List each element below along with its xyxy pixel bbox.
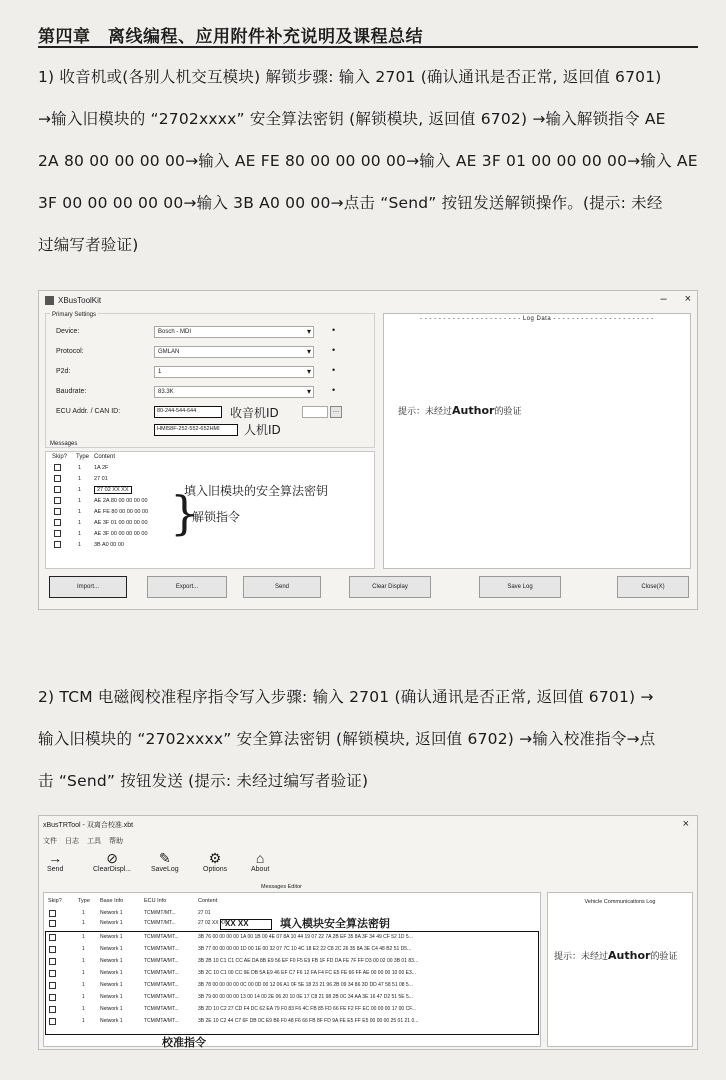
export-button[interactable]: Export... [147,576,227,598]
messages-label: Messages [50,441,78,447]
chapter-header [38,22,698,48]
table-row[interactable]: 1 Network 1 TCM/MTA/MT... 3B 2E 10 C2 44 C7 6F DB 0C E9 B6 F0 48 F6 66 FB 8F FD 9A FE E5 FF E5 00 00 00 25 01 21 0... [44,1017,540,1027]
key-highlight-box: XX XX [220,919,272,930]
field-label: Device: [56,328,80,335]
paragraph-line: 输入旧模块的 “2702xxxx” 安全算法密钥 (解锁模块, 返回值 6702) →输入校准指令→点 [38,730,656,748]
send-button[interactable]: Send [243,576,321,598]
ecu-addr-label: ECU Addr. / CAN ID: [56,408,121,415]
message-row[interactable]: 1 AE 3F 01 00 00 00 00 [54,519,61,526]
col-header: ECU Info [144,898,167,904]
annotation-calibration: 校准指令 [162,1036,206,1049]
paragraph-line: 1) 收音机或(各别人机交互模块) 解锁步骤: 输入 2701 (确认通讯是否正常, 返回值 6701) [38,68,662,86]
can-id-input[interactable] [302,406,328,418]
table-row[interactable]: 1 Network 1 TCM/MTA/MT... 3B 2C 10 C1 00 CC 9E DB 5A E9 46 EF C7 F6 12 FA F4 FC E5 FE 66 FF AE 00 00 00 10 00 E3... [44,969,540,979]
app-icon [45,296,54,305]
browse-button[interactable]: … [330,406,342,418]
required-dot: • [332,345,336,355]
about-tool-button[interactable]: ⌂ About [251,850,270,873]
vehicle-comm-log-panel [547,892,693,1047]
group-label: Primary Settings [52,312,97,318]
annotation-unlock: 解锁指令 [192,510,241,524]
close-icon[interactable]: × [684,293,691,305]
field-label: Baudrate: [56,388,87,395]
annotation-module-key: 填入模块安全算法密钥 [280,917,390,930]
comm-log-header: Vehicle Communications Log [584,899,656,905]
required-dot: • [332,385,336,395]
skip-checkbox[interactable] [49,982,56,989]
table-row[interactable]: 1 Network 1 TCM/MTA/MT... 3B 2D 10 C2 27 CD F4 DC 62 EA 79 F0 83 F6 4C FB 85 FD 66 FE F2 FF EC 00 00 00 17 00 CF... [44,1005,540,1015]
log-header: - - - - - - - - - - - - - - - - - - - - - - Log Data - - - - - - - - - - - - - - - - - - - - - - [420,316,654,322]
ecu-addr-input[interactable]: 80-244-544-644 [154,406,222,418]
p2d-select[interactable]: 1 ▾ [154,366,314,378]
options-tool-button[interactable]: ⚙ Options [203,850,228,873]
col-header: Base Info [100,898,124,904]
window-title: XBusToolKit [58,295,102,305]
clear-display-tool-button[interactable]: ⊘ ClearDispl... [93,850,132,873]
paragraph-line: →输入旧模块的 “2702xxxx” 安全算法密钥 (解锁模块, 返回值 6702) →输入解锁指令 AE [38,110,666,128]
window-title: xBusTRTool - 双离合校准.xbt [43,822,134,829]
xbus-trtool-screenshot [38,815,698,1050]
send-tool-button[interactable]: → Send [47,850,64,873]
messages-table [43,892,541,1047]
home-icon: ⌂ [255,850,265,866]
device-select[interactable]: Bosch - MDI ▾ [154,326,314,338]
table-row[interactable]: 1 Network 1 TCM/MTA/MT... 3B 78 00 00 00 00 0C 00 0D 00 12 06 A1 0F 5E 18 23 21 96 2B 09 34 86 3D DD 47 58 51 08 5... [44,981,540,991]
message-row[interactable]: 1 AE 2A 80 00 00 00 00 [54,497,61,504]
skip-checkbox[interactable] [49,934,56,941]
hmi-id-input[interactable]: HMI58F-252-552-652HMI [154,424,238,436]
message-row[interactable]: 1 27 01 [54,475,61,482]
table-row[interactable]: 1 Network 1 TCM/MTA/MT... 3B 77 00 00 00 00 1D 00 1E 00 32 07 7C 10 4C 18 E2 22 C8 2C 26 35 8A 3E C4 48 B2 51 D5... [44,945,540,955]
message-row[interactable]: 1 1A 2F [54,464,61,471]
gear-icon: ⚙ [208,850,222,866]
import-button[interactable]: Import... [49,576,127,598]
messages-editor-label: Messages Editor [261,884,302,890]
author-tip: 提示：未经过Author的验证 [554,949,678,962]
skip-checkbox[interactable] [54,530,61,537]
menu-file[interactable]: 文件 [43,838,57,845]
menu-tools[interactable]: 工具 [87,838,101,845]
menu-bar [43,836,123,846]
skip-checkbox[interactable] [49,958,56,965]
save-log-tool-button[interactable]: ✎ SaveLog [151,850,179,873]
paragraph-line: 击 “Send” 按钮发送 (提示: 未经过编写者验证) [38,772,369,790]
col-header: Content [198,898,218,904]
message-row[interactable]: 1 AE 3F 00 00 00 00 00 [54,530,61,537]
required-dot: • [332,325,336,335]
skip-checkbox[interactable] [49,946,56,953]
col-header: Skip? [52,454,68,460]
window-titlebar [39,291,697,309]
clear-icon: ⊘ [106,850,118,866]
clear-display-button[interactable]: Clear Display [349,576,431,598]
save-log-button[interactable]: Save Log [479,576,561,598]
paragraph-line: 2) TCM 电磁阀校准程序指令写入步骤: 输入 2701 (确认通讯是否正常, 返回值 6701) → [38,688,654,706]
primary-settings-group [45,313,375,448]
log-data-panel [383,313,691,569]
paragraph-line: 2A 80 00 00 00 00→输入 AE FE 80 00 00 00 00→输入 AE 3F 01 00 00 00 00→输入 AE [38,152,698,170]
chapter-title: 第四章 离线编程、应用附件补充说明及课程总结 [38,27,423,47]
skip-checkbox[interactable] [54,508,61,515]
skip-checkbox[interactable] [54,475,61,482]
send-arrow-icon: → [48,850,63,866]
skip-checkbox[interactable] [54,541,61,548]
protocol-select[interactable]: GMLAN ▾ [154,346,314,358]
skip-checkbox[interactable] [49,994,56,1001]
brace-icon: } [170,486,200,540]
table-row[interactable]: 1 Network 1 TCM/MTA/MT... 3B 76 00 00 00 00 1A 00 1B 00 4E 07 8A 10 44 19 07 22 7A 2B EF 35 8A 3F 34 49 CF 52 1D 5... [44,933,540,943]
baudrate-select[interactable]: 83.3K ▾ [154,386,314,398]
required-dot: • [332,365,336,375]
skip-checkbox[interactable] [54,464,61,471]
annotation-hmi-id: 人机ID [244,423,281,437]
close-icon[interactable]: × [682,818,689,830]
message-row[interactable]: 1 AE FE 80 00 00 00 00 [54,508,61,515]
message-row[interactable]: 1 3B A0 00 00 [54,541,61,548]
skip-checkbox[interactable] [49,1006,56,1013]
menu-log[interactable]: 日志 [65,838,79,845]
annotation-radio-id: 收音机ID [230,406,279,420]
author-tip: 提示：未经过Author的验证 [398,404,522,417]
paragraph-tcm-calibration [38,676,698,802]
skip-checkbox[interactable] [49,1018,56,1025]
table-row[interactable]: 1 Network 1 TCM/MT/MT... 27 01 [44,909,540,919]
paragraph-line: 过编写者验证) [38,236,139,254]
skip-checkbox[interactable] [49,910,56,917]
paragraph-radio-unlock [38,56,698,266]
skip-checkbox[interactable] [49,920,56,927]
skip-checkbox[interactable] [54,497,61,504]
col-header: Type [76,454,90,460]
minimize-icon[interactable]: – [660,293,667,305]
col-header: Type [78,898,90,904]
col-header: Skip? [48,898,62,904]
paragraph-line: 3F 00 00 00 00 00→输入 3B A0 00 00→点击 “Send” 按钮发送解锁操作。(提示: 未经 [38,194,663,212]
skip-checkbox[interactable] [54,519,61,526]
table-row[interactable]: 1 Network 1 TCM/MTA/MT... 3B 2B 10 C1 C1 CC AE DA 8B E9 56 EF F0 F5 E9 FB 1F FD DA FE 7F FF D3 00 02 00 3B 01 83... [44,957,540,967]
skip-checkbox[interactable] [54,486,61,493]
pen-icon: ✎ [158,850,171,866]
annotation-old-key: 填入旧模块的安全算法密钥 [184,484,329,498]
messages-list [45,441,375,569]
skip-checkbox[interactable] [49,970,56,977]
table-row[interactable]: 1 Network 1 TCM/MTA/MT... 3B 79 00 00 00 00 13 00 14 00 2E 06 20 10 0E 17 C8 21 98 2B 0C 34 AA 3E 16 47 D2 51 5E 5... [44,993,540,1003]
xbus-toolkit-screenshot [38,290,698,610]
close-button[interactable]: Close(X) [617,576,689,598]
field-label: P2d: [56,368,71,375]
table-row[interactable]: 1 Network 1 TCM/MT/MT... 27 02 XX XX [44,919,540,929]
menu-help[interactable]: 帮助 [109,838,123,845]
field-label: Protocol: [56,348,84,355]
message-row[interactable]: 1 27 02 XX XX [54,486,61,493]
col-header: Content [94,454,116,460]
